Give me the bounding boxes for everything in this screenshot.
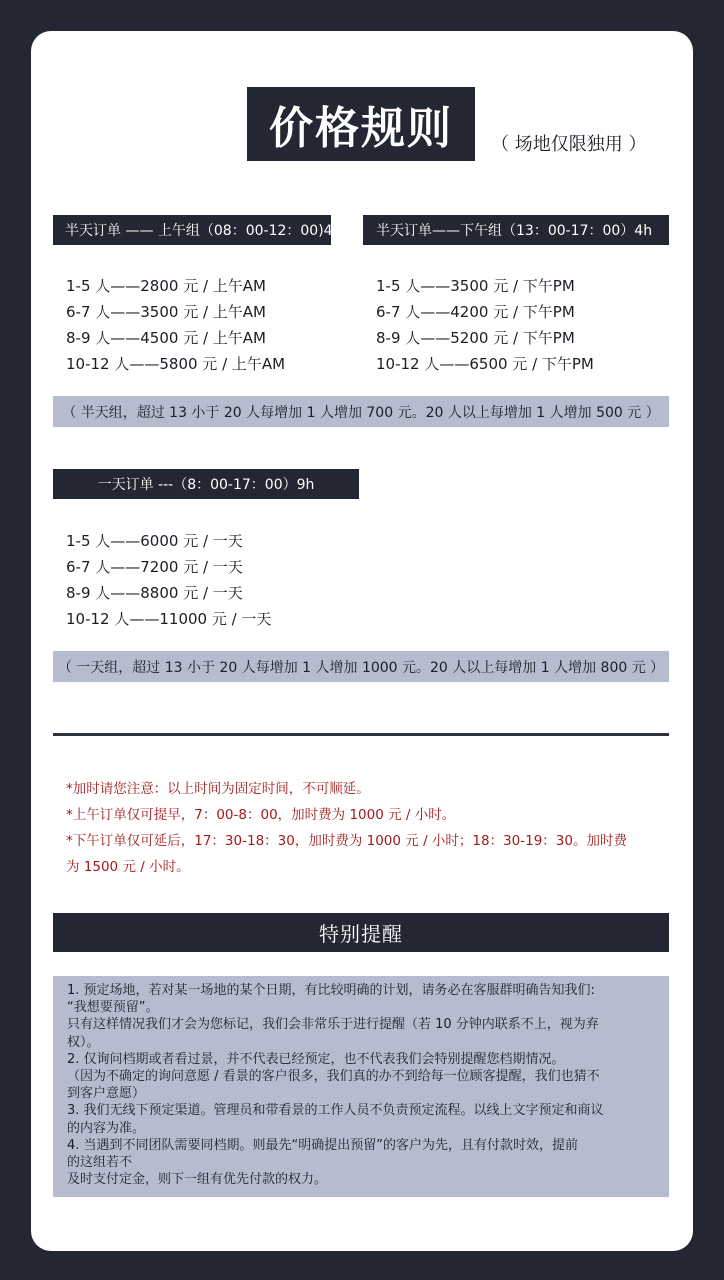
price-item: 6-7 人——3500 元 / 上午AM xyxy=(66,303,267,321)
special-reminder-header: 特别提醒 xyxy=(53,913,669,952)
price-item: 10-12 人——11000 元 / 一天 xyxy=(66,610,272,628)
reminder-line: 权）。 xyxy=(67,1034,100,1050)
reminder-line: 的内容为准。 xyxy=(67,1120,146,1136)
price-item: 6-7 人——7200 元 / 一天 xyxy=(66,558,243,576)
overtime-notes xyxy=(66,776,671,880)
price-item: 1-5 人——6000 元 / 一天 xyxy=(66,532,243,550)
morning-section-header: 半天订单 —— 上午组（08：00-12：00)4h xyxy=(53,215,331,245)
reminder-line: 3. 我们无线下预定渠道。管理员和带看景的工作人员不负责预定流程。以线上文字预定和商议 xyxy=(67,1103,604,1119)
reminder-line: 的这组若不 xyxy=(67,1155,133,1171)
reminder-line: 及时支付定金，则下一组有优先付款的权力。 xyxy=(67,1172,328,1188)
page-subtitle: （ 场地仅限独用 ） xyxy=(491,134,647,155)
afternoon-price-list xyxy=(376,273,594,377)
price-item: 10-12 人——6500 元 / 下午PM xyxy=(376,355,594,373)
overtime-note: *上午订单仅可提早，7：00-8：00，加时费为 1000 元 / 小时。 xyxy=(66,807,456,823)
price-item: 8-9 人——8800 元 / 一天 xyxy=(66,584,243,602)
overtime-note: 为 1500 元 / 小时。 xyxy=(66,859,190,875)
full-day-price-list xyxy=(66,528,271,632)
price-item: 1-5 人——3500 元 / 下午PM xyxy=(376,277,575,295)
reminder-line: 2. 仅询问档期或者看过景，并不代表已经预定，也不代表我们会特别提醒您档期情况。 xyxy=(67,1051,565,1067)
reminder-line: “我想要预留”。 xyxy=(67,1000,159,1016)
reminder-line: 只有这样情况我们才会为您标记，我们会非常乐于进行提醒（若 10 分钟内联系不上，视为弃 xyxy=(67,1017,599,1033)
reminder-line: 到客户意愿） xyxy=(67,1086,146,1102)
overtime-note: *下午订单仅可延后，17：30-18：30，加时费为 1000 元 / 小时；18：30-19：30。加时费 xyxy=(66,833,627,849)
afternoon-section-header: 半天订单——下午组（13：00-17：00）4h xyxy=(363,215,669,245)
price-item: 6-7 人——4200 元 / 下午PM xyxy=(376,303,575,321)
reminder-line: 4. 当遇到不同团队需要同档期。则最先“明确提出预留”的客户为先，且有付款时效，提前 xyxy=(67,1137,579,1153)
price-item: 1-5 人——2800 元 / 上午AM xyxy=(66,277,267,295)
morning-price-list xyxy=(66,273,285,377)
price-item: 10-12 人——5800 元 / 上午AM xyxy=(66,355,286,373)
full-day-extra-note: （ 一天组，超过 13 小于 20 人每增加 1 人增加 1000 元。20 人以上每增加 1 人增加 800 元 ） xyxy=(53,651,669,682)
half-day-extra-note: （ 半天组，超过 13 小于 20 人每增加 1 人增加 700 元。20 人以上每增加 1 人增加 500 元 ） xyxy=(53,396,669,427)
price-item: 8-9 人——4500 元 / 上午AM xyxy=(66,329,267,347)
section-divider xyxy=(53,733,669,736)
reminder-line: （因为不确定的询问意愿 / 看景的客户很多，我们真的办不到给每一位顾客提醒，我们也猜不 xyxy=(67,1069,600,1085)
overtime-note: *加时请您注意：以上时间为固定时间，不可顺延。 xyxy=(66,781,370,797)
reminder-line: 1. 预定场地，若对某一场地的某个日期，有比较明确的计划，请务必在客服群明确告知我们: xyxy=(67,983,595,998)
price-item: 8-9 人——5200 元 / 下午PM xyxy=(376,329,575,347)
page-title: 价格规则 xyxy=(247,87,475,161)
price-rules-card xyxy=(31,31,693,1251)
special-reminder-content xyxy=(53,976,669,1197)
full-day-section-header: 一天订单 ---（8：00-17：00）9h xyxy=(53,469,359,499)
